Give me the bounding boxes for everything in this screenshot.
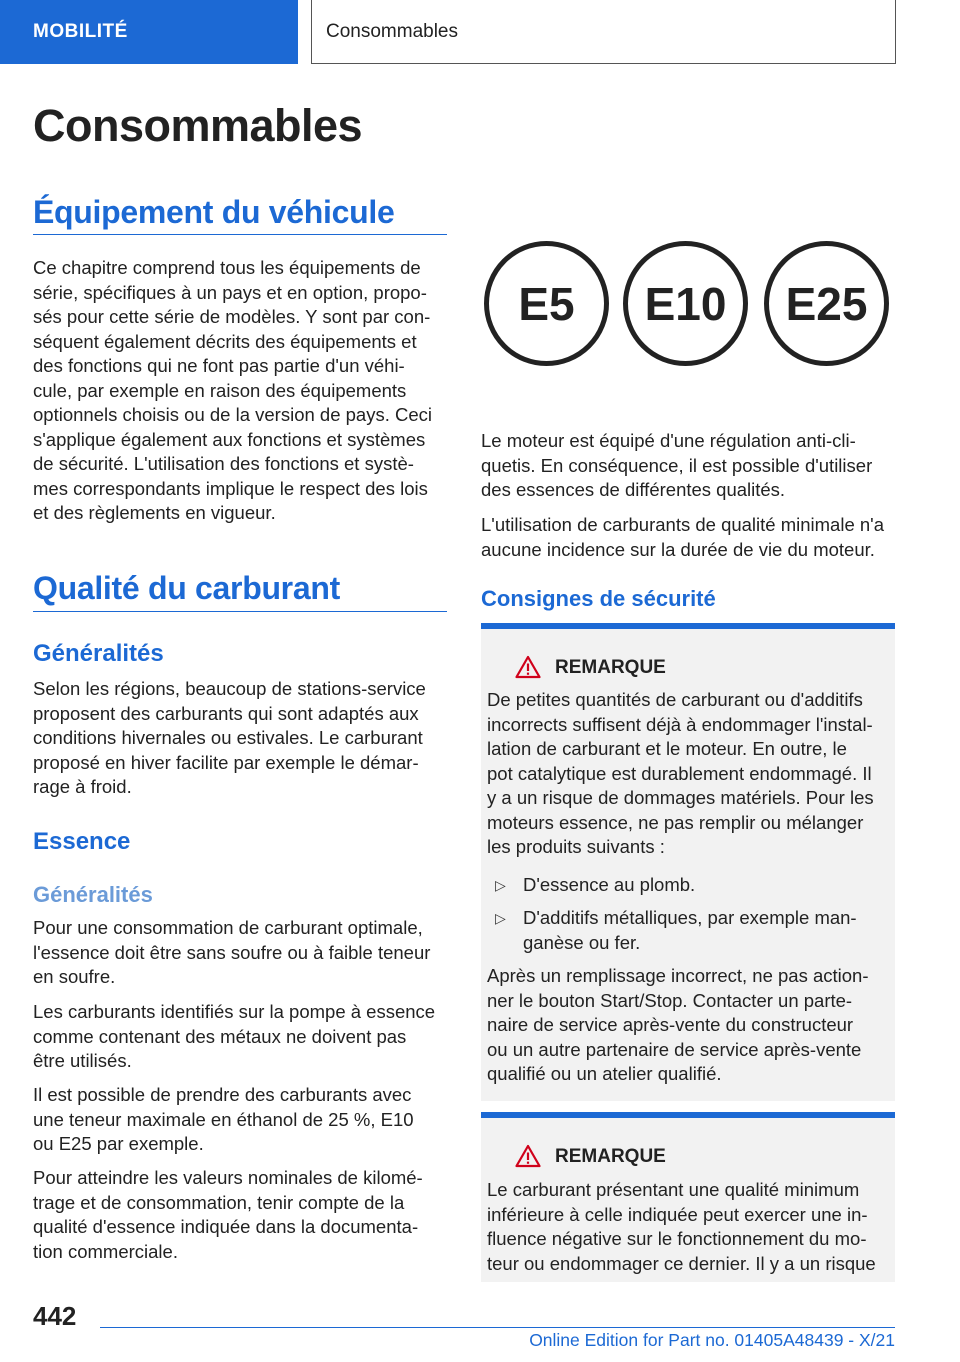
fuel-label-e5: E5 xyxy=(484,241,609,366)
equipment-text: Ce chapitre comprend tous les équipements de série, spécifiques à un pays et en option, propo- sés pour cette série de modèles. Y sont par con- séquent également décrits des équipements et des fonctions qui ne font pas partie d'un véhi- cule, par exemple en raison des équipements optionnels choisis ou de la version de pays. Ceci s'applique également aux fonctions et systèmes de sécurité. L'utilisation des fonctions et systè- mes correspondants implique le respect des lois et des règlements en vigueur. xyxy=(33,257,433,523)
essence-para-1: Pour une consommation de carburant optimale, l'essence doit être sans soufre ou à faible teneur en soufre. xyxy=(33,917,431,987)
notice-box-1 xyxy=(481,623,895,1101)
notice-1-bullet-2: D'additifs métalliques, par exemple man- ganèse ou fer. xyxy=(523,907,857,953)
general-text: Selon les régions, beaucoup de stations-service proposent des carburants qui sont adaptés aux conditions hivernales ou estivales. Le carburant proposé en hiver facilite par exemple le démar- rage à froid. xyxy=(33,678,426,797)
warning-icon xyxy=(515,1144,541,1168)
notice-1-text: De petites quantités de carburant ou d'additifs incorrects suffisent déjà à endommager l'instal- lation de carburant et le moteur. En outre, le pot catalytique est durablement endommagé. Il y a un risque de dommages matériels. Pour les moteurs essence, ne pas remplir ou mélanger les produits suivants : xyxy=(487,689,874,857)
fuel-labels-illustration xyxy=(481,241,895,394)
footer-rule xyxy=(100,1327,895,1328)
footer-edition: Online Edition for Part no. 01405A48439 - X/21 xyxy=(529,1330,895,1350)
page-title: Consommables xyxy=(33,100,363,151)
fuel-quality-heading: Qualité du carburant xyxy=(33,570,340,606)
chapter-label: Consommables xyxy=(326,20,458,42)
essence-para-3: Il est possible de prendre des carburants avec une teneur maximale en éthanol de 25 %, E10 ou E25 par exemple. xyxy=(33,1084,414,1154)
warning-icon xyxy=(515,655,541,679)
essence-para-2: Les carburants identifiés sur la pompe à essence comme contenant des métaux ne doivent pas être utilisés. xyxy=(33,1001,436,1071)
essence-general-heading: Généralités xyxy=(33,882,153,907)
chapter-tab xyxy=(311,0,896,64)
equipment-heading: Équipement du véhicule xyxy=(33,194,395,230)
general-heading: Généralités xyxy=(33,640,164,667)
page-number: 442 xyxy=(33,1301,77,1331)
section-label: MOBILITÉ xyxy=(33,21,128,42)
notice-box-2 xyxy=(481,1112,895,1282)
engine-para-1: Le moteur est équipé d'une régulation anti-cli- quetis. En conséquence, il est possible d'utiliser des essences de différentes qualités. xyxy=(481,430,873,500)
bullet-icon: ▷ xyxy=(495,877,506,893)
essence-heading: Essence xyxy=(33,828,131,855)
notice-2-text: Le carburant présentant une qualité minimum inférieure à celle indiquée peut exercer une in- fluence négative sur le fonctionnement du mo- teur ou endommager ce dernier. Il y a un risque xyxy=(487,1179,876,1274)
equipment-rule xyxy=(33,234,447,235)
bullet-icon: ▷ xyxy=(495,910,506,926)
engine-para-2: L'utilisation de carburants de qualité minimale n'a aucune incidence sur la durée de vie du moteur. xyxy=(481,514,884,560)
essence-para-4: Pour atteindre les valeurs nominales de kilomé- trage et de consommation, tenir compte de la qualité d'essence indiquée dans la documenta- tion commerciale. xyxy=(33,1167,423,1262)
fuel-label-e25: E25 xyxy=(764,241,889,366)
fuel-label-e10: E10 xyxy=(623,241,748,366)
notice-1-after-text: Après un remplissage incorrect, ne pas action- ner le bouton Start/Stop. Contacter un parte- naire de service après-vente du constructeur ou un autre partenaire de service après-vente qualifié ou un atelier qualifié. xyxy=(487,965,869,1084)
notice-1-bullet-1: D'essence au plomb. xyxy=(523,874,696,895)
safety-heading: Consignes de sécurité xyxy=(481,586,716,611)
section-tab xyxy=(0,0,298,64)
notice-1-title: REMARQUE xyxy=(555,657,666,678)
notice-2-title: REMARQUE xyxy=(555,1146,666,1167)
fuel-quality-rule xyxy=(33,611,447,612)
